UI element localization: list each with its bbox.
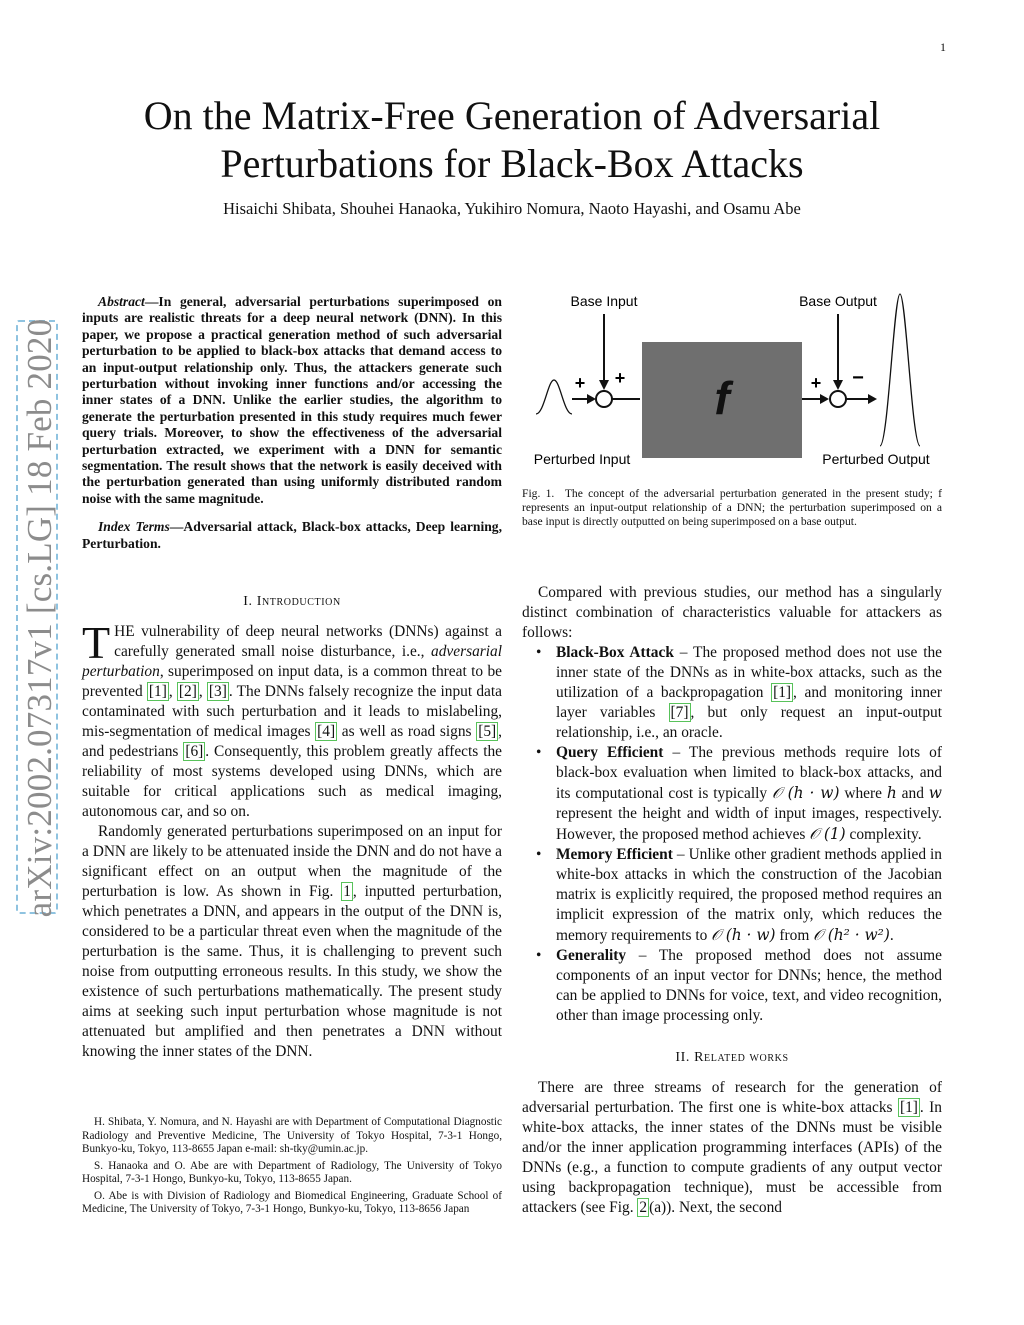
- text-run: , but only request an input-output relationship, i.e., an oracle.: [556, 704, 942, 741]
- text-run: – The previous methods require lots of black-box evaluation when limited to black-box attacks, and its computational cost is typically: [556, 744, 942, 802]
- label-perturbed-input: Perturbed Input: [533, 451, 631, 467]
- section-heading-introduction: [82, 592, 502, 612]
- section-number: I.: [243, 594, 253, 610]
- figure-ref-link[interactable]: 2: [639, 1199, 648, 1216]
- text-run: .: [889, 927, 894, 944]
- input-sum-junction: [596, 391, 612, 407]
- list-item-title: Query Efficient: [556, 744, 664, 761]
- paper-title: [80, 92, 944, 188]
- text-run: , superimposed on input data, is a common threat to be prevented: [82, 663, 502, 701]
- figure-1-caption: [522, 487, 942, 530]
- math-expression: 𝒪 (h · w): [771, 784, 840, 802]
- text-run: and: [896, 785, 929, 802]
- f-label: f: [714, 372, 730, 424]
- arxiv-stamp: [8, 318, 72, 918]
- emphasis: adversarial perturbation: [82, 643, 502, 681]
- citation-link[interactable]: [1]: [899, 1099, 918, 1116]
- text-run: – The proposed method does not assume components of an input vector for DNNs; hence, the method can be applied to DNNs for voice, text, and video recognition, other than image processing only.: [556, 947, 942, 1024]
- base-input-arrowhead: [599, 380, 609, 390]
- index-terms: [82, 519, 502, 552]
- section-title: Related works: [694, 1050, 789, 1065]
- citation-link[interactable]: [2]: [178, 683, 197, 701]
- list-item-title: Generality: [556, 947, 627, 964]
- input-arrowhead: [587, 394, 596, 404]
- footnote-2: S. Hanaoka and O. Abe are with Department of Radiology, The University of Tokyo Hospital, 7-3-1 Hongo, Bunkyo-ku, Tokyo, 113-8655 Japan.: [82, 1159, 502, 1185]
- index-terms-text: —Adversarial attack, Black-box attacks, Deep learning, Perturbation.: [82, 519, 502, 551]
- text-run: where: [839, 785, 887, 802]
- section-title: Introduction: [256, 594, 341, 610]
- right-column: [522, 583, 942, 1218]
- label-base-input: Base Input: [570, 293, 638, 309]
- contribution-list: [522, 643, 942, 1026]
- plus-sign: +: [810, 373, 822, 393]
- text-run: There are three streams of research for the generation of adversarial perturbation. The first one is white-box attacks: [522, 1079, 942, 1116]
- list-item: [522, 743, 942, 845]
- author-list: Hisaichi Shibata, Shouhei Hanaoka, Yukihiro Nomura, Naoto Hayashi, and Osamu Abe: [223, 199, 801, 218]
- footnote-3: O. Abe is with Division of Radiology and Biomedical Engineering, Graduate School of Medicine, The University of Tokyo, 7-3-1 Hongo, Bunkyo-ku, Tokyo, 113-8656 Japan: [82, 1189, 502, 1215]
- text-run: , inputted perturbation, which penetrates a DNN, and appears in the output of the DNN is, considered to be a particular threat even when the magnitude of the perturbation is the same. Thus, it is challenging to prevent such noise from outputting erroneous results. In this study, we show the existence of such perturbations mathematically. The present study aims at seeking such input perturbation whose magnitude is not attenuated but amplified and then penetrates a DNN without knowing the inner states of the DNN.: [82, 883, 502, 1061]
- text-run: from: [775, 927, 814, 944]
- minus-sign: −: [852, 367, 864, 389]
- math-expression: 𝒪 (1): [809, 825, 846, 843]
- text-run: (a)). Next, the second: [649, 1199, 782, 1216]
- figure-1-diagram: [522, 284, 942, 474]
- drop-cap: T: [82, 617, 111, 669]
- input-perturbation-curve: [536, 380, 572, 414]
- section-heading-related-works: [522, 1048, 942, 1068]
- caption-text: The concept of the adversarial perturbation generated in the present study; f represents an input-output relationship of a DNN; the perturbation superimposed on a base input is directly outputted on being superimposed on a base output.: [522, 487, 942, 529]
- intro-paragraph-1: THE vulnerability of deep neural networks (DNNs) against a carefully generated small noise disturbance, i.e., adversarial perturbation, superimposed on input data, is a common threat to be prevented [1] , [2] , [3] . The DNNs falsely recognize the input data contaminated with such perturbation and it leads to mislabeling, mis-segmentation of medical images [4] as well as road signs [5] , and pedestrians [6] . Consequently, this problem greatly affects the reliability of most systems developed using DNNs, which are suitable for critical applications such as medical imaging, autonomous car, and so on.: [82, 617, 502, 821]
- label-base-output: Base Output: [799, 293, 877, 309]
- related-works-paragraph: [522, 1078, 942, 1218]
- list-item-title: Memory Efficient: [556, 846, 673, 863]
- citation-link[interactable]: [6]: [185, 743, 204, 761]
- citation-link[interactable]: [1]: [773, 684, 792, 701]
- base-output-arrowhead: [833, 380, 843, 390]
- math-variable: w: [928, 784, 942, 802]
- text-run: represent the height and width of input images, respectively. However, the proposed method achieves: [556, 805, 942, 843]
- text-run: complexity.: [845, 826, 922, 843]
- citation-link[interactable]: [1]: [148, 683, 167, 701]
- output-sum-junction: [830, 391, 846, 407]
- title-line-1: On the Matrix-Free Generation of Adversarial: [143, 93, 881, 138]
- citation-link[interactable]: [3]: [208, 683, 227, 701]
- text-run: . In white-box attacks, the inner states of the DNNs must be visible and/or the inner application programming interfaces (APIs) of the DNNs (e.g., a function to compute gradients of any output vector using backpropagation technique), must be accessible from attackers (see Fig.: [522, 1099, 942, 1216]
- abstract-text: —In general, adversarial perturbations superimposed on inputs are realistic threats for a deep neural network (DNN). In this paper, we propose a practical generation method of such adversarial perturbation to be applied to black-box attacks that demand access to an input-output relationship only. Thus, the attackers generate such perturbation without invoking inner functions and/or accessing the inner states of a DNN. Unlike the earlier studies, the algorithm to generate the perturbation presented in this study requires much fewer query trials. Moreover, to show the effectiveness of the adversarial perturbation extracted, we experiment with a DNN for semantic segmentation. The result shows that the network is easily deceived with the perturbation generated than using uniformly distributed random noise with the same magnitude.: [82, 294, 502, 506]
- output-perturbation-curve: [880, 294, 920, 446]
- figure-ref-link[interactable]: 1: [343, 883, 351, 901]
- text-run: . The DNNs falsely recognize the input data contaminated with such perturbation and it leads to mislabeling, mis-segmentation of medical images: [82, 683, 502, 741]
- list-item-title: Black-Box Attack: [556, 644, 674, 661]
- text-run: – The proposed method does not use the inner state of the DNNs as in white-box attacks, such as the utilization of a backpropagation: [556, 644, 942, 701]
- left-column: [82, 294, 502, 1062]
- label-perturbed-output: Perturbed Output: [822, 451, 930, 467]
- text-run: , and monitoring inner layer variables: [556, 684, 942, 721]
- text-run: – Unlike other gradient methods applied in white-box attacks in which the construction of the Jacobian matrix is explicitly required, the proposed method requires an implicit expression of the matrix only, which reduces the memory requirements to: [556, 846, 942, 944]
- plus-sign: +: [614, 368, 626, 388]
- text-run: HE vulnerability of deep neural networks (DNNs) against a carefully generated small noise disturbance, i.e.,: [114, 623, 502, 661]
- text-run: . Consequently, this problem greatly affects the reliability of most systems developed using DNNs, which are suitable for critical applications such as medical imaging, autonomous car, and so on.: [82, 743, 502, 821]
- math-expression: 𝒪 (h² · w²): [813, 926, 890, 944]
- arxiv-stamp-text: arXiv:2002.07317v1 [cs.LG] 18 Feb 2020: [20, 318, 59, 918]
- footnote-1: H. Shibata, Y. Nomura, and N. Hayashi are with Department of Computational Diagnostic Radiology and Preventive Medicine, The University of Tokyo Hospital, 7-3-1 Hongo, Bunkyo-ku, Tokyo, 113-8655 Japan e-mail: sh-tky@umin.ac.jp.: [82, 1116, 502, 1155]
- page-number: 1: [940, 40, 946, 54]
- from-box-arrowhead: [820, 394, 829, 404]
- text-run: , and pedestrians: [82, 723, 502, 761]
- list-item: [522, 946, 942, 1026]
- citation-link[interactable]: [7]: [670, 704, 689, 721]
- text-run: Randomly generated perturbations superimposed on an input for a DNN are likely to be attenuated inside the DNN and do not have a significant effect on an output when the magnitude of the perturbation is low. As shown in Fig.: [82, 823, 502, 901]
- section-number: II.: [675, 1050, 690, 1065]
- plus-sign: +: [574, 373, 586, 393]
- list-item: [522, 643, 942, 743]
- caption-label: Fig. 1.: [522, 487, 555, 500]
- footnotes: [82, 1116, 502, 1220]
- abstract: [82, 294, 502, 507]
- citation-link[interactable]: [4]: [317, 723, 336, 741]
- output-arrowhead: [868, 394, 877, 404]
- contribution-intro: Compared with previous studies, our method has a singularly distinct combination of characteristics valuable for attackers as follows:: [522, 584, 942, 641]
- title-line-2: Perturbations for Black-Box Attacks: [220, 141, 804, 186]
- text-run: as well as road signs: [337, 723, 477, 741]
- list-item: [522, 845, 942, 946]
- citation-link[interactable]: [5]: [478, 723, 497, 741]
- index-terms-label: Index Terms: [98, 519, 170, 535]
- math-expression: 𝒪 (h · w): [711, 926, 776, 944]
- intro-paragraph-2: [82, 822, 502, 1062]
- math-variable: h: [886, 784, 897, 802]
- abstract-label: Abstract: [98, 294, 145, 309]
